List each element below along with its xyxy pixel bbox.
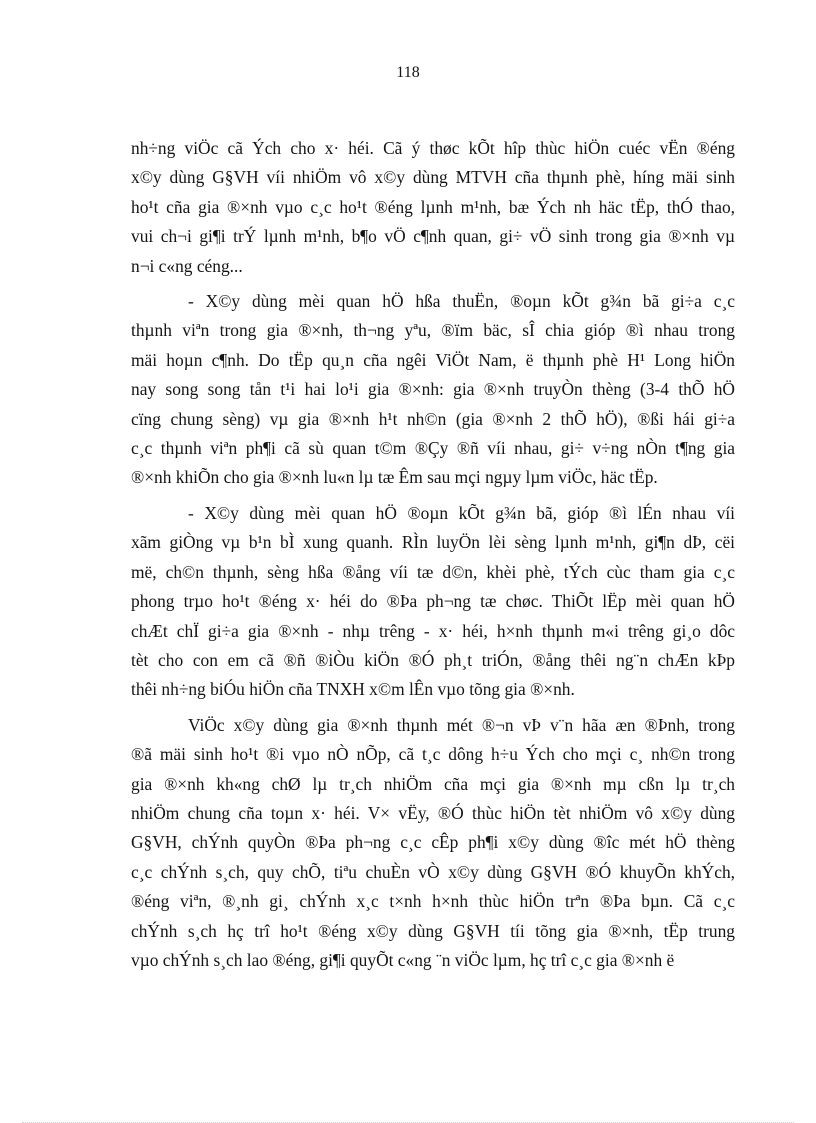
text-line: vµo chÝnh s¸ch lao ®éng, gi¶i quyÕt c«ng ¨n viÖc lµm, hç trî c¸c gia ®×nh ë bbox=[131, 949, 675, 970]
text-line: thêi nh÷ng biÓu hiÖn cña TNXH x©m lÊn vµo tõng gia ®×nh. bbox=[131, 679, 575, 700]
text-line: mäi hoµn c¶nh. Do tËp qu¸n cña ngêi ViÖt Nam, ë thµnh phè H¹ Long hiÖn bbox=[131, 349, 735, 370]
text-line: nay song song tån t¹i hai lo¹i gia ®×nh: gia ®×nh truyÒn thèng (3-4 thÕ hÖ bbox=[131, 379, 735, 400]
text-line: xãm giÒng vµ b¹n bÌ xung quanh. RÌn luyÖn lèi sèng lµnh m¹nh, gi¶n dÞ, cëi bbox=[131, 532, 735, 553]
text-line: ®éng viªn, ®¸nh gi¸ chÝnh x¸c t×nh h×nh thùc hiÖn trªn ®Þa bµn. Cã c¸c bbox=[131, 891, 735, 912]
document-body bbox=[131, 134, 735, 981]
text-line: nh÷ng viÖc cã Ých cho x· héi. Cã ý thøc kÕt hîp thùc hiÖn cuéc vËn ®éng bbox=[131, 138, 735, 158]
text-line: ho¹t cña gia ®×nh vµo c¸c ho¹t ®éng lµnh m¹nh, bæ Ých nh häc tËp, thÓ thao, bbox=[131, 196, 735, 217]
paragraph bbox=[131, 711, 735, 976]
text-line: nhiÖm chung cña toµn x· héi. V× vËy, ®Ó thùc hiÖn tèt nhiÖm vô x©y dùng bbox=[131, 802, 735, 823]
text-line: ®×nh khiÕn cho gia ®×nh lu«n lµ tæ Êm sau mçi ngµy lµm viÖc, häc tËp. bbox=[131, 467, 658, 488]
page-number: 118 bbox=[396, 64, 420, 81]
text-line: chÝnh s¸ch hç trî ho¹t ®éng x©y dùng G§VH tíi tõng gia ®×nh, tËp trung bbox=[131, 920, 735, 941]
text-line: thµnh viªn trong gia ®×nh, th¬ng yªu, ®ïm bäc, sÎ chia gióp ®ì nhau trong bbox=[131, 320, 735, 341]
text-line: n¬i c«ng céng... bbox=[131, 255, 243, 276]
paragraph bbox=[131, 134, 735, 281]
text-line: c¸c chÝnh s¸ch, quy chÕ, tiªu chuÈn vÒ x©y dùng G§VH ®Ó khuyÕn khÝch, bbox=[131, 861, 735, 882]
paragraph bbox=[131, 287, 735, 493]
text-line: ®ã mäi sinh ho¹t ®i vµo nÒ nÕp, cã t¸c dông h÷u Ých cho mçi c¸ nh©n trong bbox=[131, 744, 735, 765]
text-line: phong trµo ho¹t ®éng x· héi do ®Þa ph¬ng tæ chøc. ThiÕt lËp mèi quan hÖ bbox=[131, 591, 735, 612]
text-line: c¸c thµnh viªn ph¶i cã sù quan t©m ®Çy ®ñ víi nhau, gi÷ v÷ng nÒn t¶ng gia bbox=[131, 438, 735, 459]
text-line: x©y dùng G§VH víi nhiÖm vô x©y dùng MTVH cña thµnh phè, híng mäi sinh bbox=[131, 167, 735, 188]
text-line: - X©y dùng mèi quan hÖ ®oµn kÕt g¾n bã, gióp ®ì lÉn nhau víi bbox=[188, 502, 735, 523]
text-line: - X©y dùng mèi quan hÖ hßa thuËn, ®oµn kÕt g¾n bã gi÷a c¸c bbox=[188, 291, 735, 312]
text-line: G§VH, chÝnh quyÒn ®Þa ph¬ng c¸c cÊp ph¶i x©y dùng ®îc mét hÖ thèng bbox=[131, 832, 735, 853]
text-line: cïng chung sèng) vµ gia ®×nh h¹t nh©n (gia ®×nh 2 thÕ hÖ), ®ßi hái gi÷a bbox=[131, 408, 735, 429]
text-line: më, ch©n thµnh, sèng hßa ®ång víi tæ d©n, khèi phè, tÝch cùc tham gia c¸c bbox=[131, 561, 735, 582]
paragraph bbox=[131, 499, 735, 705]
text-line: tèt cho con em cã ®ñ ®iÒu kiÖn ®Ó ph¸t triÓn, ®ång thêi ng¨n chÆn kÞp bbox=[131, 649, 735, 670]
text-line: ViÖc x©y dùng gia ®×nh thµnh mét ®¬n vÞ v¨n hãa æn ®Þnh, trong bbox=[188, 714, 735, 735]
text-line: chÆt chÏ gi÷a gia ®×nh - nhµ trêng - x· héi, h×nh thµnh m«i trêng gi¸o dôc bbox=[131, 620, 735, 641]
text-line: gia ®×nh kh«ng chØ lµ tr¸ch nhiÖm cña mçi gia ®×nh mµ cßn lµ tr¸ch bbox=[131, 773, 735, 794]
text-line: vui ch¬i gi¶i trÝ lµnh m¹nh, b¶o vÖ c¶nh quan, gi÷ vÖ sinh trong gia ®×nh vµ bbox=[131, 226, 735, 247]
